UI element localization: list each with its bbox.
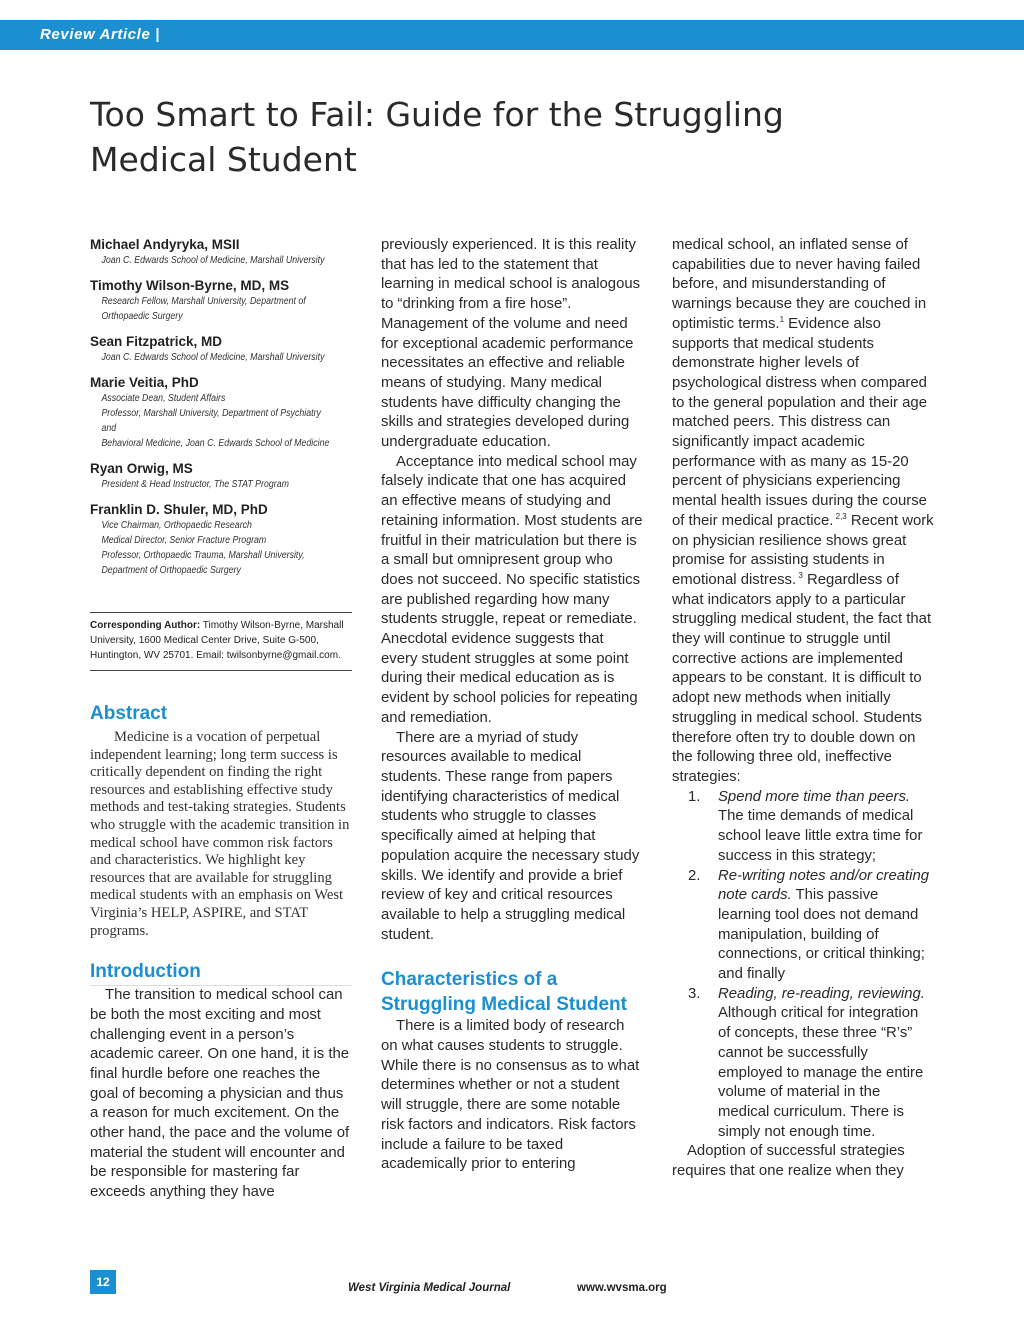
author-affiliation: Medical Director, Senior Fracture Program [101, 535, 267, 546]
abstract-heading: Abstract [90, 703, 168, 724]
author [90, 236, 352, 268]
author [90, 460, 352, 492]
column-1 [90, 236, 352, 1203]
text-run: medical school, an inflated sense of capabilities due to never having failed before, and misunderstanding of warnings because they are couched in optimistic terms. [672, 237, 927, 332]
author-name: Ryan Orwig, MS [90, 461, 193, 476]
corresponding-author-box [90, 612, 352, 671]
author-affiliation: Associate Dean, Student Affairs [101, 393, 226, 404]
strategy-text: The time demands of medical school leave little extra time for success in this strategy; [718, 808, 923, 864]
citation-ref: 1 [779, 314, 785, 324]
list-item [672, 867, 934, 985]
characteristics-heading: Characteristics of a Struggling Medical Student [381, 969, 627, 1016]
author-affiliation: Behavioral Medicine, Joan C. Edwards School of Medicine [101, 438, 330, 449]
author-affiliation: Vice Chairman, Orthopaedic Research [101, 520, 252, 531]
strategy-title: Spend more time than peers. [718, 788, 911, 805]
author-affiliation: Professor, Marshall University, Department of Psychiatry and [101, 408, 321, 434]
characteristics-body [381, 1017, 643, 1175]
characteristics-body-end [672, 1142, 934, 1181]
abstract-text: Medicine is a vocation of perpetual independent learning; long term success is critically dependent on finding the right resources and establishing effective study methods and test-taking strategies. Students who struggle with the academic transition in medical school have common risk factors and characteristics. We highlight key resources that are available for struggling medical students with an emphasis on West Virginia’s HELP, ASPIRE, and STAT programs. [90, 729, 350, 939]
strategy-text: This passive learning tool does not demand manipulation, building of connections, or critical thinking; and finally [718, 887, 925, 983]
strategy-title: Re-writing notes and/or creating note cards. [718, 867, 930, 904]
list-item [672, 788, 934, 867]
author-list [90, 236, 352, 578]
text-run: Regardless of what indicators apply to a particular struggling medical student, the fact that they will continue to struggle until corrective actions are implemented appears to be constant. It is difficult to adopt new methods when initially struggling in medical school. Students therefore often try to double down on the following three old, ineffective strategies: [672, 571, 932, 785]
strategy-list [672, 788, 934, 1143]
author-name: Michael Andyryka, MSII [90, 237, 240, 252]
introduction-heading: Introduction [90, 959, 352, 986]
paragraph: Acceptance into medical school may falsely indicate that one has acquired an effective means of studying and retaining information. Most students are fruitful in their matriculation but there is a small but omnipresent group who does not succeed. No specific statistics are published regarding how many students struggle, repeat or remediate. Anecdotal evidence suggests that every student struggles at some point during their medical education as is evident by school policies for repeating and remediation. [381, 453, 643, 726]
author-affiliation: Joan C. Edwards School of Medicine, Marshall University [101, 352, 325, 363]
characteristics-body-continued [672, 236, 934, 788]
list-number: 2. [688, 867, 701, 884]
page-number: 12 [90, 1270, 116, 1294]
text-run: Evidence also supports that medical students demonstrate higher levels of psychological distress when compared to the general population and their age matched peers. This distress can significantly impact academic performance with as many as 15-20 percent of physicians experiencing mental health issues during the course of their medical practice. [672, 315, 927, 529]
section-label: Review Article | [40, 26, 160, 43]
list-item [672, 985, 934, 1143]
author-name: Marie Veitia, PhD [90, 375, 199, 390]
text-run: Recent work on physician resilience shows great promise for assisting students in emotional distress. [672, 512, 934, 588]
author [90, 374, 352, 451]
corresponding-author-label: Corresponding Author: [90, 620, 201, 631]
section-header-bar [0, 20, 1024, 50]
paragraph: previously experienced. It is this reality that has led to the statement that learning in medical school is analogous to “drinking from a fire hose”. Management of the volume and need for exceptional academic performance necessitates an effective and reliable means of studying. Many medical students have difficulty changing the skills and strategies developed during undergraduate education. [381, 237, 641, 451]
strategy-title: Reading, re-reading, reviewing. [718, 985, 925, 1002]
paragraph [672, 236, 934, 788]
author-name: Franklin D. Shuler, MD, PhD [90, 502, 268, 517]
strategy-text: Although critical for integration of concepts, these three “R’s” cannot be successfully employed to manage the entire volume of material in the medical curriculum. There is simply not enough time. [718, 1005, 924, 1140]
author [90, 277, 352, 324]
list-number: 3. [688, 985, 701, 1002]
author-affiliation: Research Fellow, Marshall University, Department of [101, 296, 306, 307]
column-2 [381, 236, 643, 1175]
author-affiliation: Orthopaedic Surgery [101, 311, 183, 322]
citation-ref: 2,3 [833, 511, 847, 521]
journal-name: West Virginia Medical Journal [348, 1282, 511, 1294]
paragraph: The transition to medical school can be both the most exciting and most challenging event in a person’s academic career. On one hand, it is the final hurdle before one reaches the goal of becoming a physician and thus a reason for much excitement. On the other hand, the pace and the volume of material the student will encounter and be responsible for mastering far exceeds anything they have [90, 987, 350, 1201]
paragraph: Adoption of successful strategies requires that one realize when they [672, 1143, 905, 1180]
author-name: Sean Fitzpatrick, MD [90, 334, 223, 349]
journal-url: www.wvsma.org [577, 1282, 667, 1294]
author-affiliation: President & Head Instructor, The STAT Program [101, 479, 289, 490]
introduction-body [90, 986, 352, 1203]
author-affiliation: Department of Orthopaedic Surgery [101, 565, 241, 576]
column-3 [672, 236, 934, 1182]
paragraph: There are a myriad of study resources available to medical students. These range from papers identifying characteristics of medical students who struggle to classes specifically aimed at helping that population acquire the necessary study skills. We identify and provide a brief review of key and critical resources available to help a struggling medical student. [381, 729, 640, 943]
author [90, 333, 352, 365]
corresponding-author-text: Timothy Wilson-Byrne, Marshall University, 1600 Medical Center Drive, Suite G-500, Huntington, WV 25701. Email: twilsonbyrne@gmail.com. [90, 620, 344, 661]
author-affiliation: Joan C. Edwards School of Medicine, Marshall University [101, 255, 325, 266]
article-title: Too Smart to Fail: Guide for the Struggling Medical Student [90, 95, 784, 179]
paragraph: There is a limited body of research on what causes students to struggle. While there is no consensus as to what determines whether or not a student will struggle, there are some notable risk factors and indicators. Risk factors include a failure to be taxed academically prior to entering [381, 1018, 640, 1173]
citation-ref: 3 [796, 570, 803, 580]
list-number: 1. [688, 788, 701, 805]
author-name: Timothy Wilson-Byrne, MD, MS [90, 278, 290, 293]
author [90, 501, 352, 578]
author-affiliation: Professor, Orthopaedic Trauma, Marshall University, [101, 550, 305, 561]
introduction-body-continued [381, 236, 643, 945]
